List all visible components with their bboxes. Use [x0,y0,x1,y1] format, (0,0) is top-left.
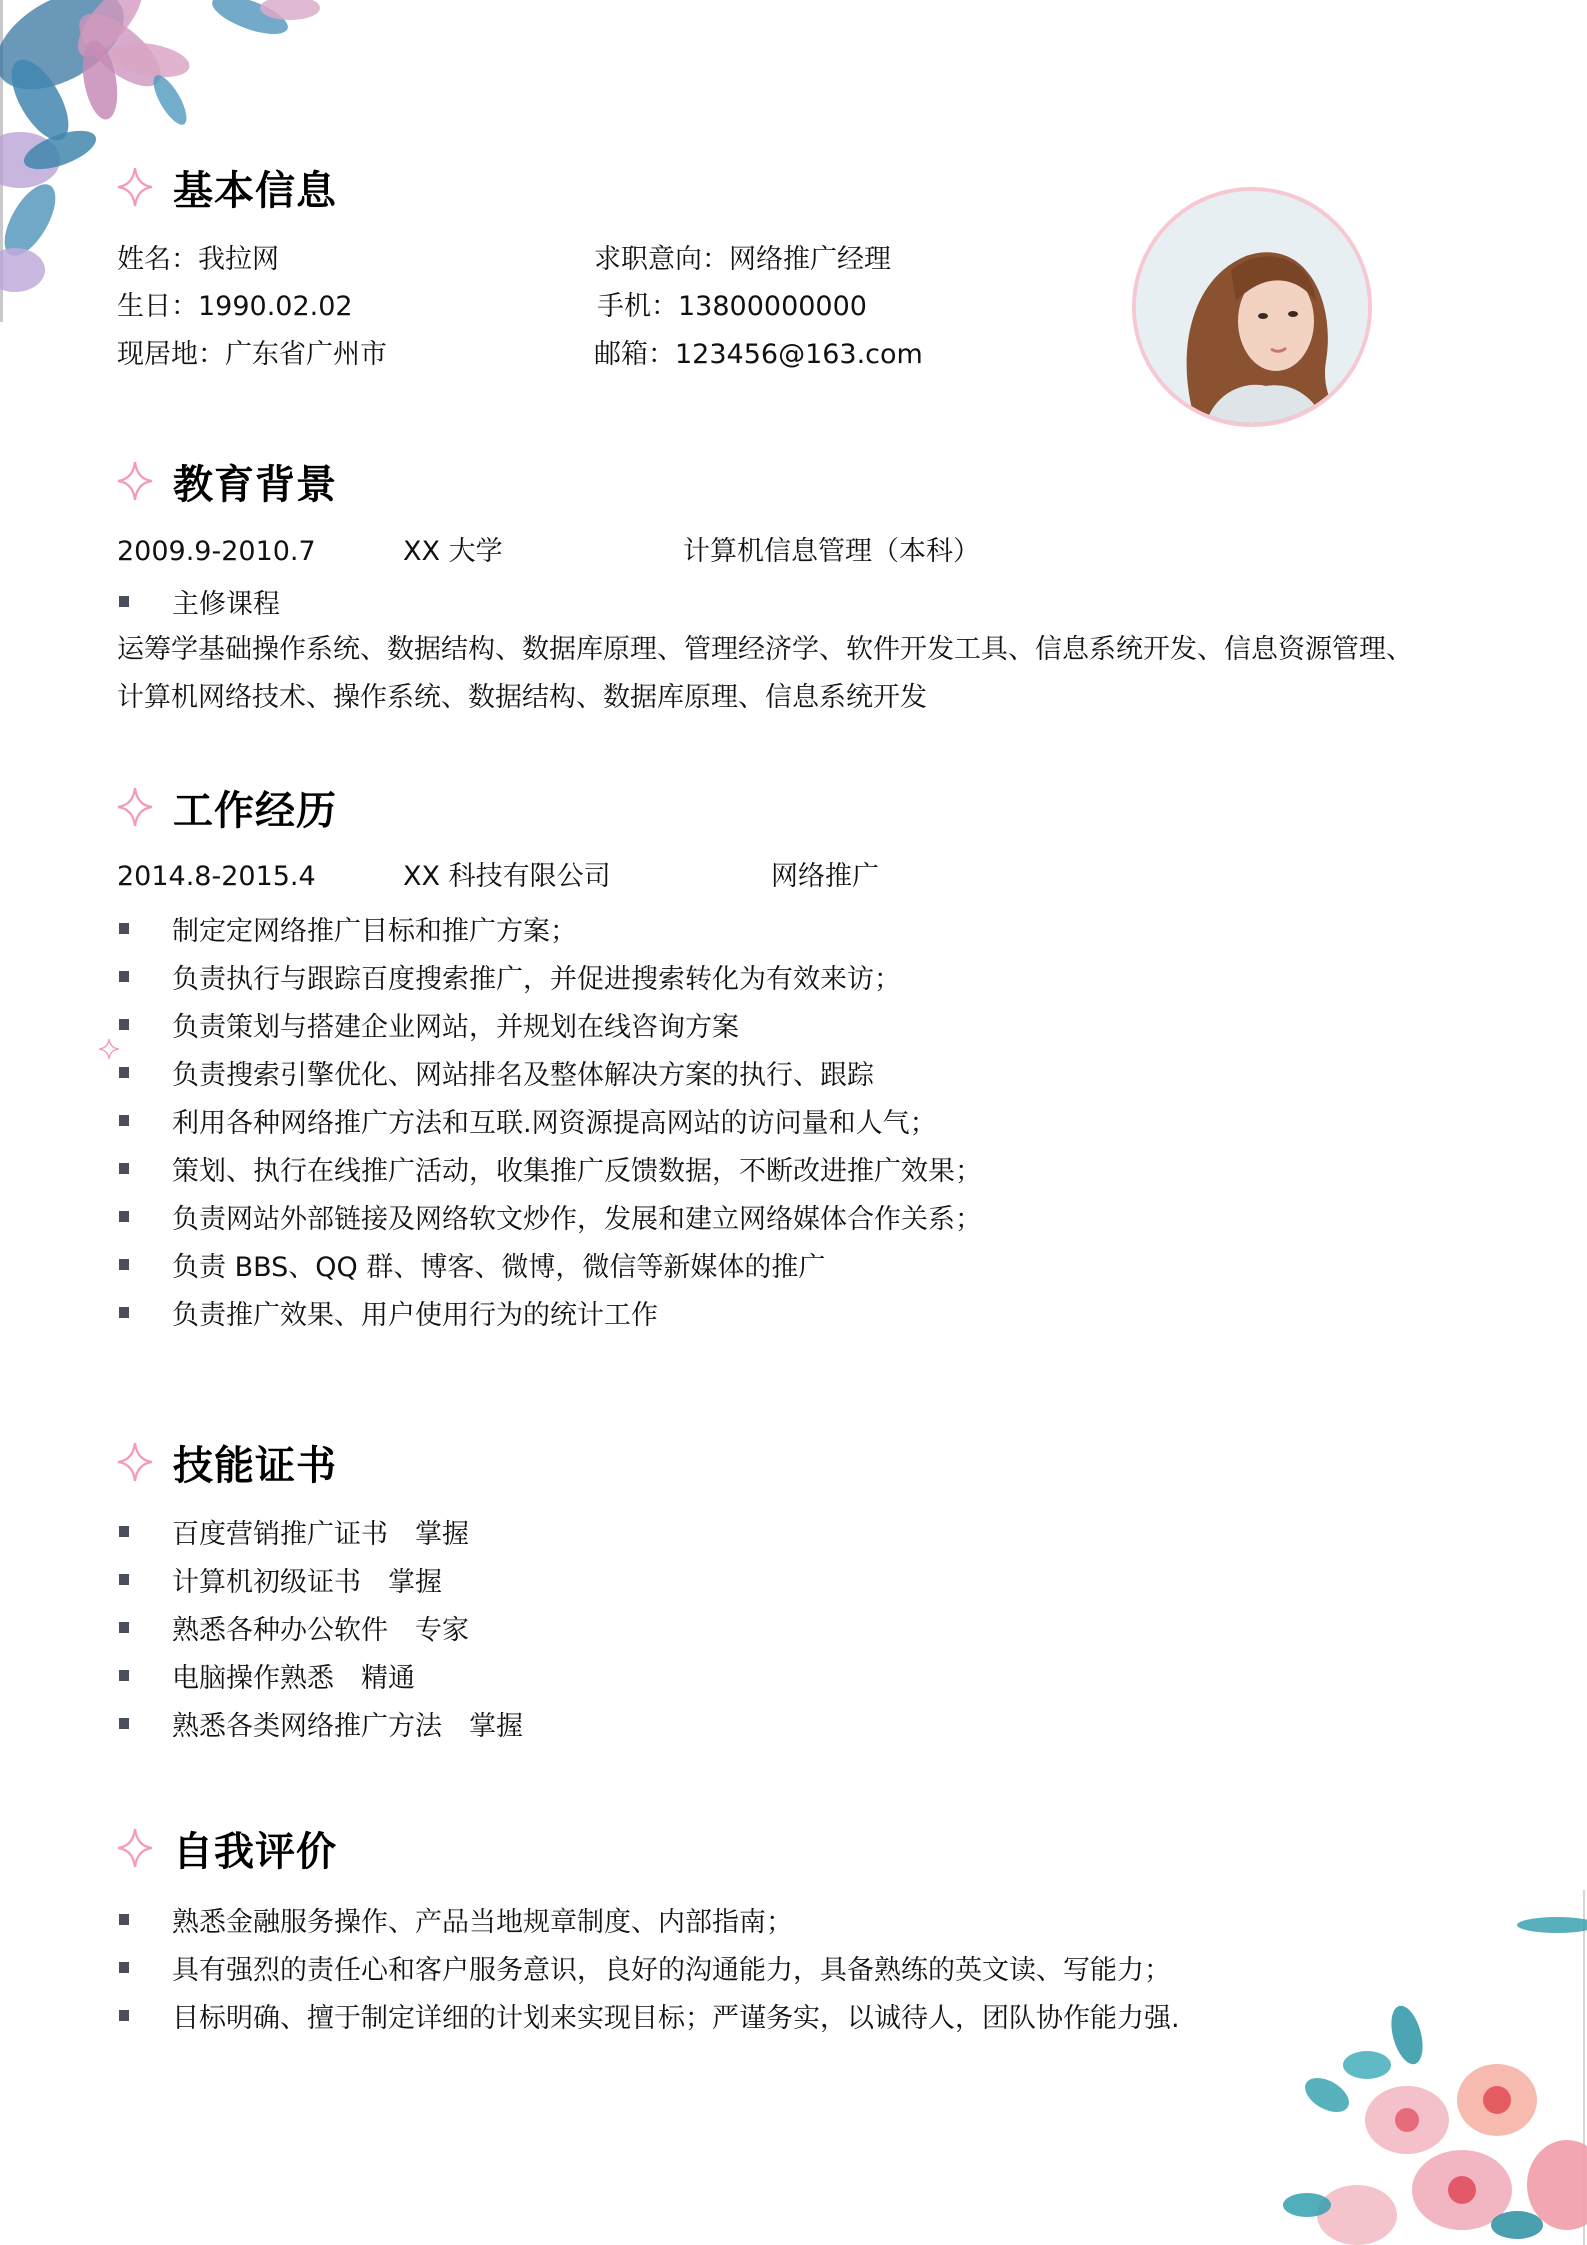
flower-decoration-bottom-right-icon [1267,1885,1587,2245]
bullet-square-icon [119,1307,129,1318]
section-heading-self-evaluation [117,1823,337,1873]
duty-text: 策划、执行在线推广活动，收集推广反馈数据，不断改进推广效果； [172,1155,982,1187]
list-item [119,1706,523,1740]
duty-text: 负责 BBS、QQ 群、博客、微博，微信等新媒体的推广 [172,1251,826,1283]
bullet-square-icon [119,1067,129,1078]
section-title: 基本信息 [173,167,337,214]
bullet-square-icon [119,1718,129,1729]
info-name: 姓名：我拉网 [117,244,279,275]
education-major: 计算机信息管理（本科） [683,536,980,567]
education-school: XX 大学 [403,536,503,567]
sparkle-icon [117,461,153,501]
list-item [119,1998,1180,2032]
bullet-square-icon [119,1574,129,1585]
section-title: 教育背景 [173,461,337,508]
list-item [119,959,901,993]
bullet-square-icon [119,1914,129,1925]
duty-text: 负责搜索引擎优化、网站排名及整体解决方案的执行、跟踪 [172,1059,874,1091]
info-birthday: 生日：1990.02.02 [117,291,353,322]
section-title: 自我评价 [173,1828,337,1875]
list-item [119,1902,793,1936]
section-title: 工作经历 [173,787,337,834]
bullet-square-icon [119,1670,129,1681]
list-item [119,584,280,618]
work-company: XX 科技有限公司 [403,861,611,892]
skill-text: 百度营销推广证书 掌握 [172,1518,469,1550]
list-item [119,1103,937,1137]
duty-text: 负责执行与跟踪百度搜索推广，并促进搜索转化为有效来访； [172,963,901,995]
bullet-square-icon [119,1962,129,1973]
bullet-square-icon [119,1526,129,1537]
bullet-square-icon [119,1211,129,1222]
list-item [119,911,577,945]
courses-line-1: 运筹学基础操作系统、数据结构、数据库原理、管理经济学、软件开发工具、信息系统开发、信息资源管理、 [117,634,1413,665]
section-heading-work [117,782,337,832]
sparkle-icon [117,1828,153,1868]
list-item [119,1295,658,1329]
list-item [119,1247,825,1281]
skill-text: 熟悉各种办公软件 专家 [172,1614,469,1646]
list-item [119,1562,442,1596]
section-heading-skills [117,1437,337,1487]
courses-label: 主修课程 [172,588,280,620]
skill-text: 电脑操作熟悉 精通 [172,1662,415,1694]
bullet-square-icon [119,2010,129,2021]
avatar-photo-icon [1136,191,1368,423]
self-eval-text: 目标明确、擅于制定详细的计划来实现目标；严谨务实，以诚待人，团队协作能力强. [172,2002,1180,2034]
bullet-square-icon [119,923,129,934]
skill-text: 计算机初级证书 掌握 [172,1566,442,1598]
duty-text: 负责策划与搭建企业网站，并规划在线咨询方案 [172,1011,739,1043]
bullet-square-icon [119,1622,129,1633]
info-location: 现居地：广东省广州市 [117,339,387,370]
duty-text: 负责推广效果、用户使用行为的统计工作 [172,1299,658,1331]
duty-text: 利用各种网络推广方法和互联.网资源提高网站的访问量和人气； [172,1107,937,1139]
list-item [119,1055,874,1089]
duty-text: 负责网站外部链接及网络软文炒作，发展和建立网络媒体合作关系； [172,1203,982,1235]
self-eval-text: 熟悉金融服务操作、产品当地规章制度、内部指南； [172,1906,793,1938]
bullet-square-icon [119,1019,129,1030]
info-job-intention: 求职意向：网络推广经理 [594,244,891,275]
sparkle-icon [117,1442,153,1482]
list-item [119,1151,982,1185]
avatar [1132,187,1372,427]
bullet-square-icon [119,1259,129,1270]
sparkle-icon [117,787,153,827]
sparkle-icon [117,167,153,207]
list-item [119,1950,1171,1984]
list-item [119,1007,739,1041]
section-heading-basic-info [117,162,337,212]
duty-text: 制定定网络推广目标和推广方案； [172,915,577,947]
bullet-square-icon [119,971,129,982]
skill-text: 熟悉各类网络推广方法 掌握 [172,1710,523,1742]
list-item [119,1658,415,1692]
section-heading-education [117,456,337,506]
courses-line-2: 计算机网络技术、操作系统、数据结构、数据库原理、信息系统开发 [117,682,927,713]
section-title: 技能证书 [173,1442,337,1489]
bullet-square-icon [119,1115,129,1126]
small-sparkle-icon [98,1038,120,1060]
list-item [119,1514,469,1548]
bullet-square-icon [119,596,129,607]
work-role: 网络推广 [771,861,879,892]
self-eval-text: 具有强烈的责任心和客户服务意识，良好的沟通能力，具备熟练的英文读、写能力； [172,1954,1171,1986]
list-item [119,1610,469,1644]
info-phone: 手机：13800000000 [597,291,867,322]
list-item [119,1199,982,1233]
work-period: 2014.8-2015.4 [117,861,316,892]
info-email: 邮箱：123456@163.com [594,339,923,370]
education-period: 2009.9-2010.7 [117,536,316,567]
bullet-square-icon [119,1163,129,1174]
